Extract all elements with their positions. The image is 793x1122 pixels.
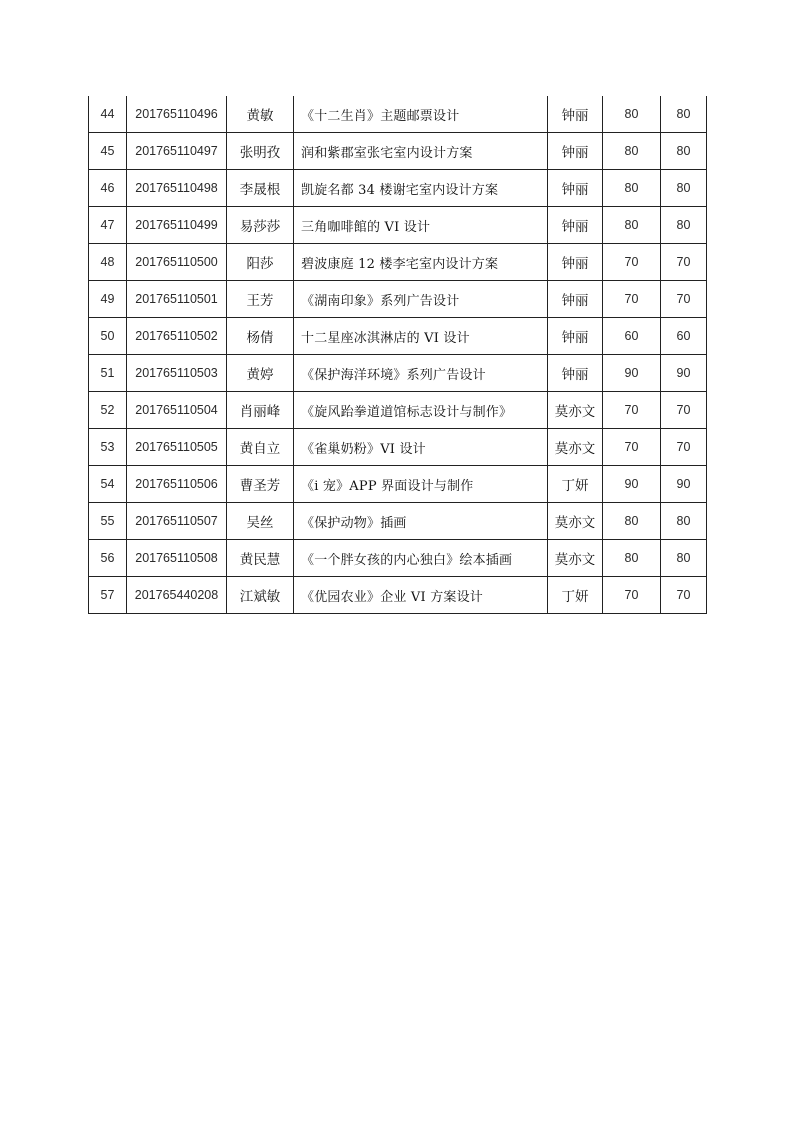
student-name-cell: 易莎莎	[227, 207, 294, 244]
student-name-cell: 王芳	[227, 281, 294, 318]
final-score-cell: 80	[661, 170, 707, 207]
student-name-cell: 黄民慧	[227, 540, 294, 577]
student-id-cell: 201765110497	[127, 133, 227, 170]
grades-table	[88, 96, 707, 614]
table-row	[89, 577, 707, 614]
student-name-cell: 黄婷	[227, 355, 294, 392]
final-score-cell: 80	[661, 503, 707, 540]
student-name-cell: 肖丽峰	[227, 392, 294, 429]
student-id-cell: 201765110500	[127, 244, 227, 281]
advisor-cell: 莫亦文	[548, 429, 603, 466]
advisor-cell: 钟丽	[548, 318, 603, 355]
advisor-cell: 钟丽	[548, 207, 603, 244]
project-title-cell: 《保护动物》插画	[294, 503, 548, 540]
student-name-cell: 阳莎	[227, 244, 294, 281]
student-id-cell: 201765110499	[127, 207, 227, 244]
row-number-cell: 55	[89, 503, 127, 540]
row-number-cell: 53	[89, 429, 127, 466]
row-number-cell: 46	[89, 170, 127, 207]
final-score-cell: 90	[661, 466, 707, 503]
row-number-cell: 49	[89, 281, 127, 318]
student-name-cell: 黄自立	[227, 429, 294, 466]
final-score-cell: 80	[661, 96, 707, 133]
final-score-cell: 90	[661, 355, 707, 392]
project-title-cell: 润和紫郡室张宅室内设计方案	[294, 133, 548, 170]
project-title-cell: 《湖南印象》系列广告设计	[294, 281, 548, 318]
row-number-cell: 48	[89, 244, 127, 281]
table-row	[89, 540, 707, 577]
advisor-cell: 莫亦文	[548, 503, 603, 540]
table-row	[89, 355, 707, 392]
table-row	[89, 318, 707, 355]
project-title-cell: 《十二生肖》主题邮票设计	[294, 96, 548, 133]
row-number-cell: 54	[89, 466, 127, 503]
table-row	[89, 466, 707, 503]
score-cell: 70	[603, 392, 661, 429]
row-number-cell: 57	[89, 577, 127, 614]
table-row	[89, 429, 707, 466]
final-score-cell: 70	[661, 577, 707, 614]
advisor-cell: 丁妍	[548, 466, 603, 503]
project-title-cell: 《雀巢奶粉》VI 设计	[294, 429, 548, 466]
student-name-cell: 吴丝	[227, 503, 294, 540]
project-title-cell: 三角咖啡館的 VI 设计	[294, 207, 548, 244]
student-id-cell: 201765110503	[127, 355, 227, 392]
student-id-cell: 201765110501	[127, 281, 227, 318]
score-cell: 70	[603, 577, 661, 614]
advisor-cell: 莫亦文	[548, 392, 603, 429]
table-row	[89, 281, 707, 318]
advisor-cell: 钟丽	[548, 96, 603, 133]
row-number-cell: 51	[89, 355, 127, 392]
score-cell: 80	[603, 503, 661, 540]
advisor-cell: 莫亦文	[548, 540, 603, 577]
project-title-cell: 碧波康庭 12 楼李宅室内设计方案	[294, 244, 548, 281]
student-id-cell: 201765110505	[127, 429, 227, 466]
row-number-cell: 52	[89, 392, 127, 429]
advisor-cell: 钟丽	[548, 244, 603, 281]
score-cell: 80	[603, 170, 661, 207]
score-cell: 70	[603, 281, 661, 318]
project-title-cell: 十二星座冰淇淋店的 VI 设计	[294, 318, 548, 355]
table-row	[89, 503, 707, 540]
student-name-cell: 江斌敏	[227, 577, 294, 614]
advisor-cell: 钟丽	[548, 281, 603, 318]
student-name-cell: 黄敏	[227, 96, 294, 133]
final-score-cell: 70	[661, 429, 707, 466]
advisor-cell: 丁妍	[548, 577, 603, 614]
student-id-cell: 201765110496	[127, 96, 227, 133]
final-score-cell: 70	[661, 392, 707, 429]
table-row	[89, 392, 707, 429]
student-id-cell: 201765110504	[127, 392, 227, 429]
row-number-cell: 44	[89, 96, 127, 133]
final-score-cell: 60	[661, 318, 707, 355]
table-row	[89, 96, 707, 133]
row-number-cell: 56	[89, 540, 127, 577]
advisor-cell: 钟丽	[548, 133, 603, 170]
final-score-cell: 70	[661, 244, 707, 281]
row-number-cell: 50	[89, 318, 127, 355]
score-cell: 80	[603, 207, 661, 244]
student-name-cell: 曹圣芳	[227, 466, 294, 503]
score-cell: 80	[603, 133, 661, 170]
project-title-cell: 凯旋名都 34 楼谢宅室内设计方案	[294, 170, 548, 207]
project-title-cell: 《保护海洋环境》系列广告设计	[294, 355, 548, 392]
project-title-cell: 《一个胖女孩的内心独白》绘本插画	[294, 540, 548, 577]
score-cell: 90	[603, 355, 661, 392]
project-title-cell: 《优园农业》企业 VI 方案设计	[294, 577, 548, 614]
advisor-cell: 钟丽	[548, 170, 603, 207]
student-name-cell: 杨倩	[227, 318, 294, 355]
score-cell: 70	[603, 429, 661, 466]
final-score-cell: 70	[661, 281, 707, 318]
row-number-cell: 45	[89, 133, 127, 170]
student-name-cell: 李晟根	[227, 170, 294, 207]
row-number-cell: 47	[89, 207, 127, 244]
score-cell: 60	[603, 318, 661, 355]
student-id-cell: 201765110508	[127, 540, 227, 577]
student-id-cell: 201765110498	[127, 170, 227, 207]
project-title-cell: 《旋风跆拳道道馆标志设计与制作》	[294, 392, 548, 429]
project-title-cell: 《i 宠》APP 界面设计与制作	[294, 466, 548, 503]
student-name-cell: 张明孜	[227, 133, 294, 170]
student-id-cell: 201765110502	[127, 318, 227, 355]
student-id-cell: 201765110507	[127, 503, 227, 540]
final-score-cell: 80	[661, 540, 707, 577]
score-cell: 90	[603, 466, 661, 503]
table-body	[89, 96, 707, 614]
table-row	[89, 244, 707, 281]
table-row	[89, 170, 707, 207]
table-row	[89, 207, 707, 244]
final-score-cell: 80	[661, 133, 707, 170]
student-id-cell: 201765440208	[127, 577, 227, 614]
student-id-cell: 201765110506	[127, 466, 227, 503]
table-row	[89, 133, 707, 170]
advisor-cell: 钟丽	[548, 355, 603, 392]
score-cell: 80	[603, 540, 661, 577]
score-cell: 80	[603, 96, 661, 133]
final-score-cell: 80	[661, 207, 707, 244]
score-cell: 70	[603, 244, 661, 281]
